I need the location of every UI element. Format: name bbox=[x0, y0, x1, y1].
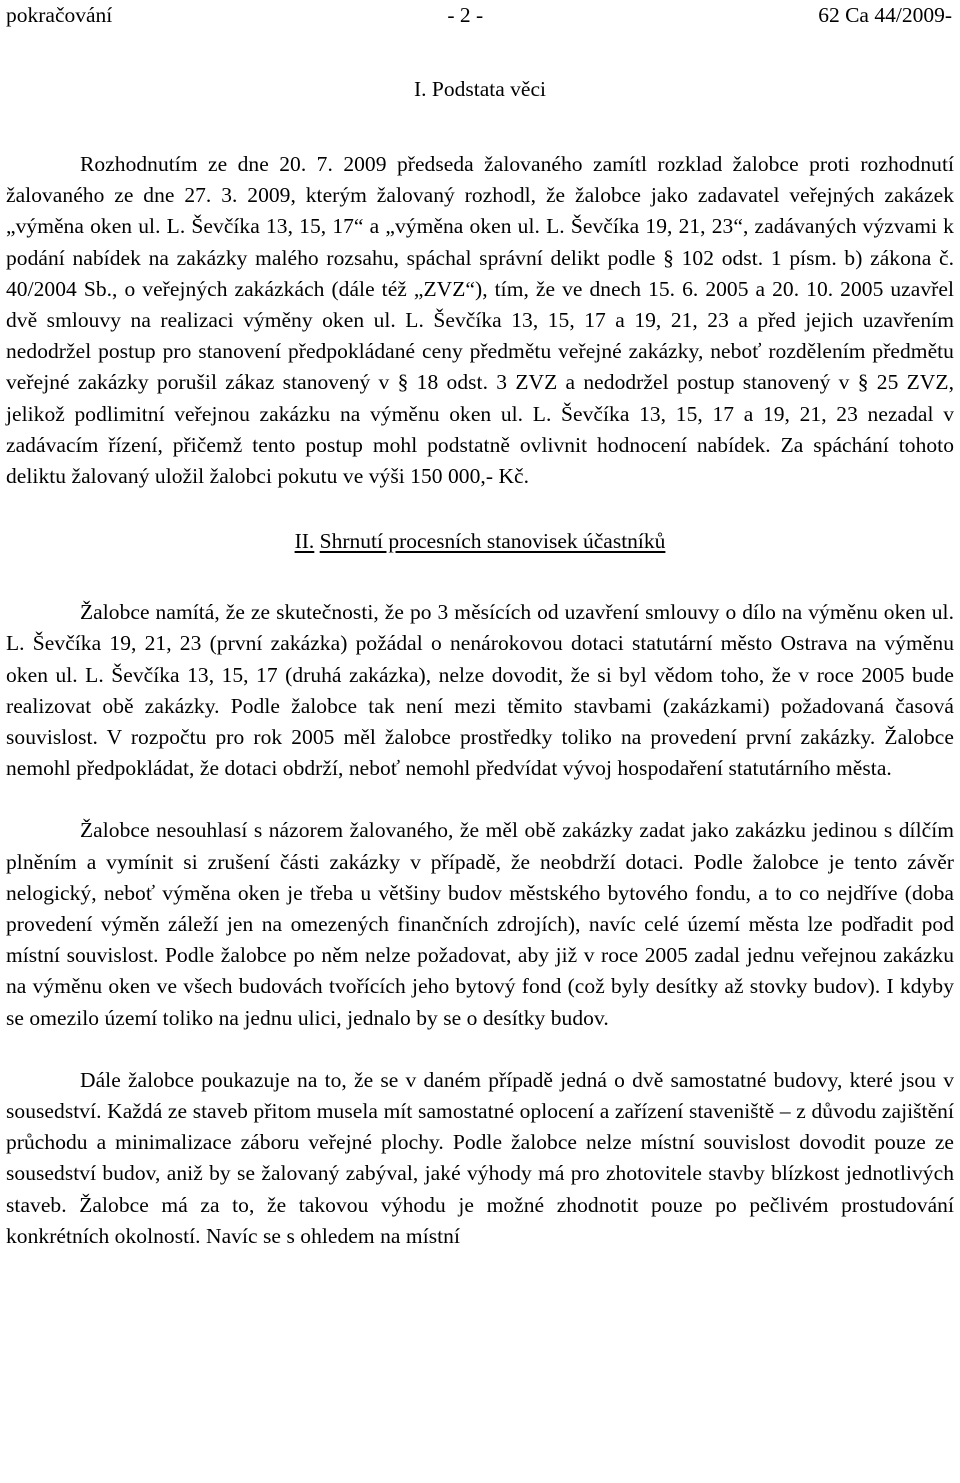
document-page bbox=[6, 0, 954, 1252]
section-number: II. bbox=[294, 529, 315, 554]
section-heading: Shrnutí procesních stanovisek účastníků bbox=[319, 529, 666, 554]
page-header bbox=[6, 0, 954, 31]
header-page-number: - 2 - bbox=[447, 3, 484, 27]
section-title-positions bbox=[6, 526, 954, 557]
header-continuation: pokračování bbox=[6, 3, 113, 27]
paragraph-decision-summary: Rozhodnutím ze dne 20. 7. 2009 předseda žalovaného zamítl rozklad žalobce proti rozhodnutí žalovaného ze dne 27. 3. 2009, kterým žalovaný rozhodl, že žalobce jako zadavatel veřejných zakázek „výměna oken ul. L. Ševčíka 13, 15, 17“ a „výměna oken ul. L. Ševčíka 19, 21, 23“, zadávaných výzvami k podání nabídek na zakázky malého rozsahu, spáchal správní delikt podle § 102 odst. 1 písm. b) zákona č. 40/2004 Sb., o veřejných zakázkách (dále též „ZVZ“), tím, že ve dnech 15. 6. 2005 a 20. 10. 2005 uzavřel dvě smlouvy na realizaci výměny oken ul. L. Ševčíka 13, 15, 17 a 19, 21, 23 a před jejich uzavřením nedodržel postup pro stanovení předpokládané ceny předmětu veřejné zakázky, neboť rozdělením předmětu veřejné zakázky porušil zákaz stanovený v § 18 odst. 3 ZVZ a nedodržel postup stanovený v § 25 ZVZ, jelikož podlimitní veřejnou zakázku na výměnu oken ul. L. Ševčíka 13, 15, 17 a 19, 21, 23 nezadal v zadávacím řízení, přičemž tento postup mohl podstatně ovlivnit hodnocení nabídek. Za spáchání tohoto deliktu žalovaný uložil žalobci pokutu ve výši 150 000,- Kč. bbox=[6, 152, 954, 489]
paragraph-plaintiff-objection-3: Dále žalobce poukazuje na to, že se v daném případě jedná o dvě samostatné budovy, které jsou v sousedství. Každá ze staveb přitom musela mít samostatné oplocení a zařízení staveniště – z důvodu zajištění průchodu a minimalizace záboru veřejné plochy. Podle žalobce nelze místní souvislost dovodit pouze ze sousedství budov, aniž by se žalovaný zabýval, jaké výhody má pro zhotovitele stavby blízkost jednotlivých staveb. Žalobce má za to, že takovou výhodu je možné zhodnotit pouze po pečlivém prostudování konkrétních okolností. Navíc se s ohledem na místní bbox=[6, 1067, 954, 1248]
paragraph-plaintiff-objection-2: Žalobce nesouhlasí s názorem žalovaného, že měl obě zakázky zadat jako zakázku jedinou s dílčím plněním a vymínit si zrušení části zakázky v případě, že neobdrží dotaci. Podle žalobce je tento závěr nelogický, neboť výměna oken je třeba u většiny budov městského bytového fondu, a to co nejdříve (doba provedení výměn záleží jen na omezených finančních zdrojích), navíc celé území města lze podřadit pod místní souvislost. Podle žalobce po něm nelze požadovat, aby již v roce 2005 zadal jednu veřejnou zakázku na výměnu oken ve všech budovách tvořících jeho bytový fond (což byly desítky až stovky budov). I kdyby se omezilo území toliko na jednu ulici, jednalo by se o desítky budov. bbox=[6, 818, 954, 1030]
section-title-facts: I. Podstata věci bbox=[414, 77, 546, 101]
paragraph-plaintiff-objection-1: Žalobce namítá, že ze skutečnosti, že po 3 měsících od uzavření smlouvy o dílo na výměnu oken ul. L. Ševčíka 19, 21, 23 (první zakázka) požádal o nenárokovou dotaci statutární město Ostrava na výměnu oken ul. L. Ševčíka 13, 15, 17 (druhá zakázka), nelze dovodit, že si byl vědom toho, že v roce 2005 bude realizovat obě zakázky. Podle žalobce tak není mezi těmito stavbami (zakázkami) požadovaná časová souvislost. V rozpočtu pro rok 2005 měl žalobce prostředky toliko na provedení první zakázky. Žalobce nemohl předpokládat, že dotaci obdrží, neboť nemohl předvídat vývoj hospodaření statutárního města. bbox=[6, 600, 954, 781]
header-case-number: 62 Ca 44/2009- bbox=[818, 3, 952, 27]
